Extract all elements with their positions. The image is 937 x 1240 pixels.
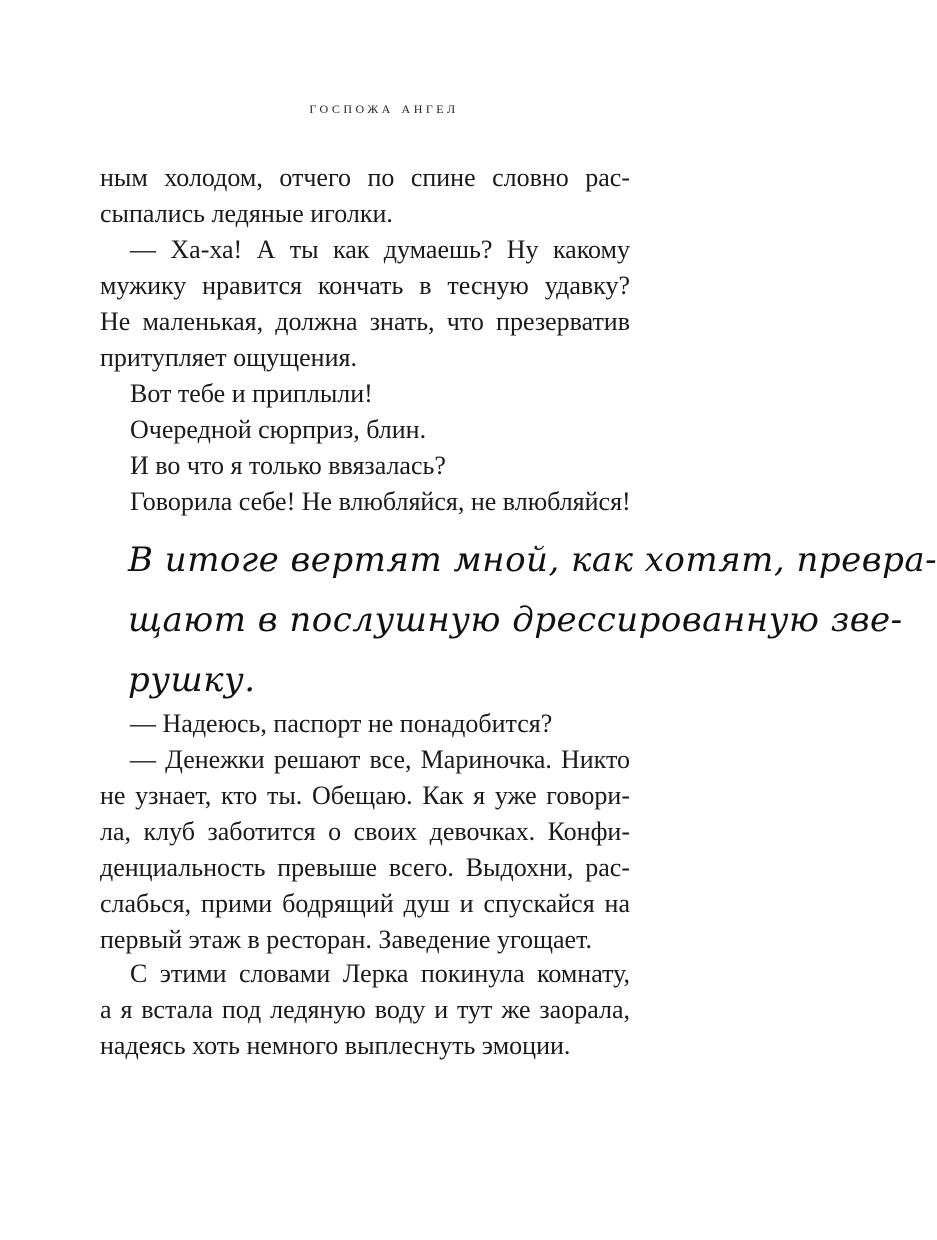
paragraph-dialogue-3: [100, 742, 630, 958]
text-line: — Надеюсь, паспорт не понадобится?: [130, 709, 553, 738]
paragraph-dialogue-2: [100, 706, 630, 742]
text-line: И во что я только ввязалась?: [130, 451, 446, 480]
text-line: Говорила себе! Не влюбляйся, не влюбляйся!: [130, 487, 631, 516]
text-line: Вот тебе и приплыли!: [130, 379, 373, 408]
handwritten-thought: [128, 530, 937, 710]
paragraph-continuation: [100, 160, 630, 232]
text-line: денциальность превыше всего. Выдохни, рас-: [100, 853, 630, 882]
text-line: слабься, прими бодрящий душ и спускайся на: [100, 889, 630, 918]
text-line: Очередной сюрприз, блин.: [130, 415, 427, 444]
text-line: — Денежки решают все, Мариночка. Никто: [130, 745, 630, 774]
text-line: мужику нравится кончать в тесную удавку?: [100, 271, 630, 300]
text-line: ла, клуб заботится о своих девочках. Конфи-: [100, 817, 630, 846]
text-line: первый этаж в ресторан. Заведение угощает.: [100, 925, 592, 954]
text-line: сыпались ледяные иголки.: [100, 199, 393, 228]
paragraph-dialogue-1: [100, 232, 630, 376]
running-header: госпожа ангел: [309, 98, 459, 117]
paragraph-closing: [100, 956, 630, 1064]
text-line: надеясь хоть немного выплеснуть эмоции.: [100, 1031, 571, 1060]
text-line: ным холодом, отчего по спине словно рас-: [100, 163, 630, 192]
handwritten-line: щают в послушную дрессированную зве-: [128, 600, 903, 640]
handwritten-line: рушку.: [128, 660, 256, 700]
text-line: не узнает, кто ты. Обещаю. Как я уже говори-: [100, 781, 630, 810]
text-line: — Ха-ха! А ты как думаешь? Ну какому: [130, 235, 630, 264]
text-line: С этими словами Лерка покинула комнату,: [130, 959, 630, 988]
text-line: а я встала под ледяную воду и тут же заорала,: [100, 995, 630, 1024]
paragraph-exclamations: [100, 376, 630, 520]
handwritten-line: В итоге вертят мной, как хотят, превра-: [128, 540, 937, 580]
text-line: притупляет ощущения.: [100, 343, 357, 372]
text-line: Не маленькая, должна знать, что презерватив: [100, 307, 630, 336]
